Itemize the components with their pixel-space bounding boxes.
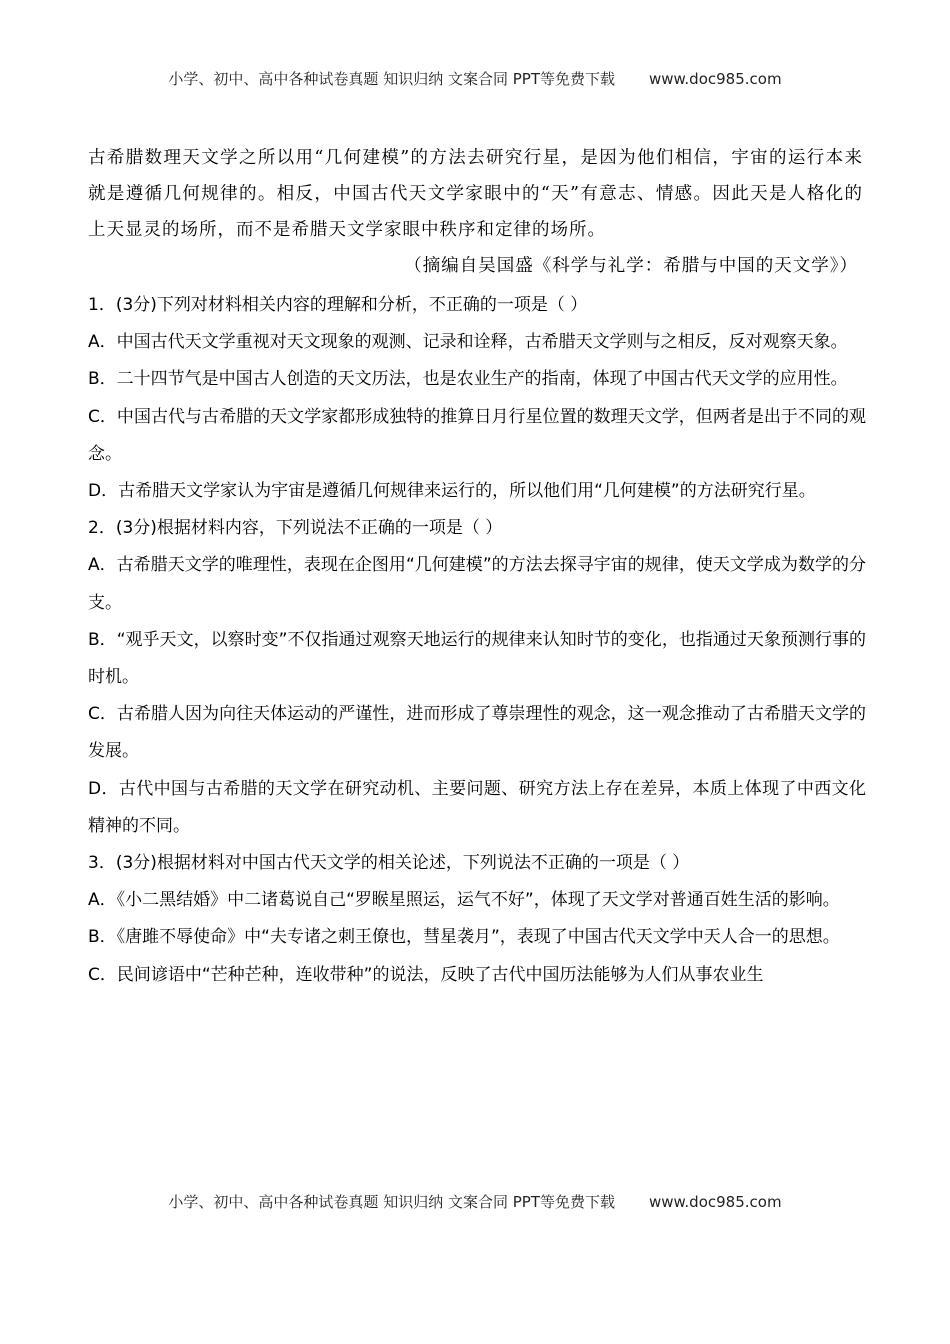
page-footer — [0, 1191, 950, 1212]
question-stem: 1．(3分)下列对材料相关内容的理解和分析，不正确的一项是（ ） — [88, 295, 588, 315]
option-a: A．中国古代天文学重视对天文现象的观测、记录和诠释，古希腊天文学则与之相反，反对观察天象。 — [88, 332, 848, 353]
option-b: B．二十四节气是中国古人创造的天文历法，也是农业生产的指南，体现了中国古代天文学的应用性。 — [88, 369, 848, 390]
option-a: A．《小二黑结婚》中二诸葛说自己“罗睺星照运，运气不好”，体现了天文学对普通百姓生活的影响。 — [88, 890, 840, 911]
question-1 — [88, 287, 866, 510]
option-d: D．古代中国与古希腊的天文学在研究动机、主要问题、研究方法上存在差异，本质上体现了中西文化精神的不同。 — [88, 778, 866, 836]
question-list — [88, 287, 866, 994]
passage-source: （摘编自吴国盛《科学与礼学：希腊与中国的天文学》） — [404, 256, 858, 276]
option-c: C．古希腊人因为向往天体运动的严谨性，进而形成了尊崇理性的观念，这一观念推动了古希腊天文学的发展。 — [88, 704, 866, 762]
footer-text: 小学、初中、高中各种试卷真题 知识归纳 文案合同 PPT等免费下载 — [168, 1193, 615, 1211]
option-c: C．中国古代与古希腊的天文学家都形成独特的推算日月行星位置的数理天文学，但两者是出于不同的观念。 — [88, 406, 866, 464]
option-a: A．古希腊天文学的唯理性，表现在企图用“几何建模”的方法去探寻宇宙的规律，使天文学成为数学的分支。 — [88, 555, 866, 613]
option-c: C．民间谚语中“芒种芒种，连收带种”的说法，反映了古代中国历法能够为人们从事农业生 — [88, 964, 764, 985]
option-b: B．《唐雎不辱使命》中“夫专诸之刺王僚也，彗星袭月”，表现了中国古代天文学中天人合一的思想。 — [88, 927, 840, 948]
footer-site-link[interactable]: www.doc985.com — [648, 1193, 782, 1211]
question-stem: 2．(3分)根据材料内容，下列说法不正确的一项是（ ） — [88, 518, 503, 539]
question-3 — [88, 845, 866, 994]
header-site-link[interactable]: www.doc985.com — [648, 70, 782, 88]
option-b: B．“观乎天文，以察时变”不仅指通过观察天地运行的规律来认知时节的变化，也指通过天象预测行事的时机。 — [88, 629, 866, 688]
page-header — [0, 68, 950, 89]
passage-paragraph: 古希腊数理天文学之所以用“几何建模”的方法去研究行星，是因为他们相信，宇宙的运行本来就是遵循几何规律的。相反，中国古代天文学家眼中的“天”有意志、情感。因此天是人格化的上天显灵的场所，而不是希腊天文学家眼中秩序和定律的场所。 — [88, 148, 863, 240]
option-d: D．古希腊天文学家认为宇宙是遵循几何规律来运行的，所以他们用“几何建模”的方法研究行星。 — [88, 481, 816, 502]
question-2 — [88, 510, 866, 845]
header-text: 小学、初中、高中各种试卷真题 知识归纳 文案合同 PPT等免费下载 — [168, 70, 615, 88]
question-stem: 3．(3分)根据材料对中国古代天文学的相关论述，下列说法不正确的一项是（ ） — [88, 853, 690, 874]
